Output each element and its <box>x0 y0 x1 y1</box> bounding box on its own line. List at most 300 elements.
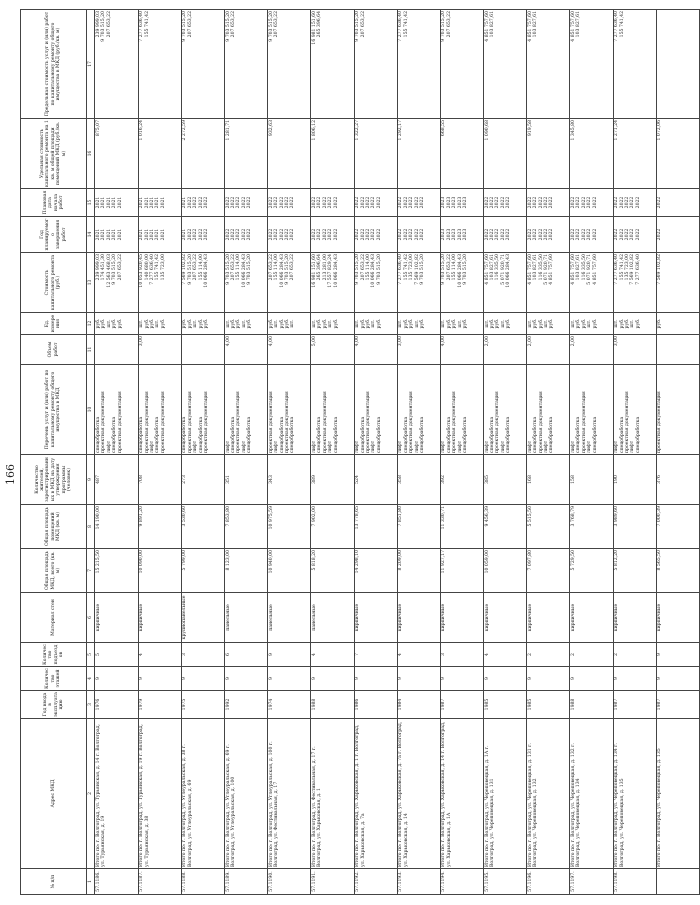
cost-cell-line: 9 703 515,20 <box>225 254 231 285</box>
units-cell <box>397 313 440 335</box>
units-cell-line: руб. <box>635 318 641 329</box>
end-year-cell-line: 2022 <box>614 228 620 241</box>
start-year-cell <box>440 189 483 217</box>
cost-cell-line: 155 114,00 <box>452 254 458 281</box>
column-number: 4 <box>87 667 95 691</box>
limit-cost-cell-line: 207 653,22 <box>106 11 112 38</box>
units-cell-line: шт. <box>441 319 447 328</box>
cost-cell-line: 10 066 284,43 <box>506 254 512 288</box>
cost-cell <box>656 253 699 313</box>
row-number: 57.1190. <box>268 869 311 895</box>
column-number: 10 <box>87 365 95 455</box>
works-list-cell <box>268 365 311 455</box>
start-year-cell-line: 2021 <box>95 196 101 209</box>
premises-area-cell: 9 891,20 <box>138 505 181 549</box>
premises-area-cell: 14 190,00 <box>95 505 138 549</box>
start-year-cell-line: 2021 <box>182 196 188 209</box>
start-year-cell-line: 2022 <box>533 196 539 209</box>
unit-cost-cell: 875,07 <box>95 119 138 189</box>
floors-cell: 9 <box>138 667 181 691</box>
works-list-cell-line: спецобработка <box>279 416 285 453</box>
end-year-cell-line: 2022 <box>576 228 582 241</box>
row-number: 57.1191. <box>311 869 354 895</box>
end-year-cell-line: 2023 <box>441 228 447 241</box>
end-year-cell-line: 2022 <box>587 228 593 241</box>
address-cell: Итого по: г. Волгоград, ул. Череповецкая, д. 135 <box>656 719 699 869</box>
cost-cell-line: 155 114,00 <box>274 254 280 281</box>
limit-cost-cell-line: 7 277 636,40 <box>139 11 145 42</box>
works-list-cell-line: лифт <box>371 440 377 453</box>
start-year-cell-line: 2023 <box>457 196 463 209</box>
end-year-cell-line: 2022 <box>274 228 280 241</box>
table-row <box>570 10 613 895</box>
volume-cell: 3,00 <box>613 335 656 365</box>
table-row <box>613 10 656 895</box>
works-list-cell-line: проектная документация <box>581 391 587 453</box>
cost-cell-line: 207 653,22 <box>446 254 452 281</box>
cost-cell-line: 207 653,22 <box>193 254 199 281</box>
cost-cell <box>95 253 138 313</box>
unit-cost-cell: 668,55 <box>440 119 483 189</box>
row-number: 57.1194. <box>440 869 483 895</box>
floors-cell: 9 <box>570 667 613 691</box>
year-cell: 1974 <box>268 691 311 719</box>
works-list-cell-line: лифт <box>441 440 447 453</box>
end-year-cell-line: 2022 <box>230 228 236 241</box>
entrances-cell: 6 <box>224 643 267 667</box>
entrances-cell: 4 <box>484 643 527 667</box>
cost-cell <box>570 253 613 313</box>
row-number: 57.1198. <box>613 869 656 895</box>
table-row <box>527 10 570 895</box>
units-cell <box>484 313 527 335</box>
end-year-cell-line: 2021 <box>182 228 188 241</box>
column-number: 2 <box>87 719 95 869</box>
cost-cell <box>484 253 527 313</box>
start-year-cell-line: 2022 <box>365 196 371 209</box>
column-header: Общая площадь помещений МКД (кв. м) <box>21 505 87 549</box>
works-list-cell-line: спецобработка <box>95 416 101 453</box>
units-cell-line: шт. <box>139 319 145 328</box>
cost-cell-line: 7 277 636,40 <box>635 254 641 285</box>
column-number: 17 <box>87 10 95 119</box>
entrances-cell: 2 <box>613 643 656 667</box>
end-year-cell-line: 2022 <box>317 228 323 241</box>
units-cell-line: руб. <box>268 318 274 329</box>
cost-cell-line: 5 071 920,71 <box>500 254 506 285</box>
year-cell: 1986 <box>354 691 397 719</box>
end-year-cell-line: 2021 <box>117 228 123 241</box>
units-cell <box>224 313 267 335</box>
start-year-cell-line: 2022 <box>490 196 496 209</box>
start-year-cell-line: 2022 <box>328 196 334 209</box>
end-year-cell-line: 2022 <box>490 228 496 241</box>
residents-cell: 385 <box>484 455 527 505</box>
wall-material-cell: кирпичные <box>95 593 138 643</box>
limit-cost-cell <box>224 10 267 119</box>
floors-cell: 9 <box>527 667 570 691</box>
table-body <box>95 10 700 895</box>
works-list-cell-line: спецобработка <box>576 416 582 453</box>
volume-cell: 2,00 <box>484 335 527 365</box>
wall-material-cell: кирпичные <box>397 593 440 643</box>
end-year-cell-line: 2022 <box>538 228 544 241</box>
works-list-cell-line: лифт <box>614 440 620 453</box>
cost-cell <box>181 253 224 313</box>
premises-area-cell: 5 515,50 <box>527 505 570 549</box>
residents-cell: 190 <box>613 455 656 505</box>
address-cell: Итого по: г. Волгоград, ул. Харьковская, д. 7а г. Волгоград, ул. Харьковская, д. 14 <box>397 719 440 869</box>
start-year-cell-line: 2022 <box>635 196 641 209</box>
cost-cell <box>397 253 440 313</box>
units-cell <box>138 313 181 335</box>
units-cell <box>181 313 224 335</box>
cost-cell-line: 10 066 284,43 <box>333 254 339 288</box>
column-number-row <box>87 10 95 895</box>
works-list-cell-line: спецобработка <box>247 416 253 453</box>
end-year-cell-line: 2022 <box>409 228 415 241</box>
cost-cell-line: 140 680,00 <box>144 254 150 281</box>
units-cell-line: шт. <box>193 319 199 328</box>
works-list-cell-line: проектная документация <box>117 391 123 453</box>
column-header: Ед. измерения <box>21 313 87 335</box>
cost-cell-line: 103 827,61 <box>490 254 496 281</box>
column-header: Адрес МКД <box>21 719 87 869</box>
units-cell-line: руб. <box>446 318 452 329</box>
column-number: 7 <box>87 549 95 593</box>
end-year-cell-line: 2022 <box>657 228 663 241</box>
total-area-cell: 10 090,00 <box>138 549 181 593</box>
end-year-cell-line: 2022 <box>365 228 371 241</box>
end-year-cell-line: 2023 <box>452 228 458 241</box>
cost-cell-line: 4 851 757,60 <box>484 254 490 285</box>
units-cell-line: руб. <box>619 318 625 329</box>
works-list-cell-line: проектная документация <box>284 391 290 453</box>
row-number: 57.1189. <box>224 869 267 895</box>
works-list-cell-line: спецобработка <box>290 416 296 453</box>
year-cell: 1987 <box>440 691 483 719</box>
residents-cell: 343 <box>268 455 311 505</box>
end-year-cell-line: 2022 <box>500 228 506 241</box>
entrances-cell: 2 <box>527 643 570 667</box>
cost-cell-line: 7 277 636,40 <box>614 254 620 285</box>
cost-cell-line: 16 981 151,60 <box>311 254 317 288</box>
column-number: 5 <box>87 643 95 667</box>
works-list-cell-line: спецобработка <box>360 416 366 453</box>
residents-cell: 351 <box>224 455 267 505</box>
unit-cost-cell: 932,63 <box>268 119 311 189</box>
units-cell-line: руб. <box>230 318 236 329</box>
end-year-cell-line: 2022 <box>592 228 598 241</box>
column-header: Удельная стоимость капитального ремонта на 1 кв. м общей площади помещений МКД (руб./кв. м) <box>21 119 87 189</box>
end-year-cell-line: 2022 <box>371 228 377 241</box>
table-row <box>95 10 138 895</box>
cost-cell-line: 9 703 515,20 <box>112 254 118 285</box>
end-year-cell-line: 2021 <box>139 228 145 241</box>
end-year-cell-line: 2022 <box>506 228 512 241</box>
column-number: 9 <box>87 455 95 505</box>
works-list-cell <box>656 365 699 455</box>
works-list-cell-line: проектная документация <box>657 391 663 453</box>
units-cell-line: руб. <box>581 318 587 329</box>
units-cell-line: шт. <box>414 319 420 328</box>
start-year-cell-line: 2022 <box>587 196 593 209</box>
units-cell-line: руб. <box>376 318 382 329</box>
end-year-cell-line: 2023 <box>463 228 469 241</box>
limit-cost-cell-line: 9 703 515,20 <box>268 11 274 42</box>
volume-cell: 3,00 <box>138 335 181 365</box>
total-area-cell: 14 298,10 <box>354 549 397 593</box>
address-cell: Итого по: г. Волгоград, ул. Череповецкая, д. 1А г. Волгоград, ул. Череповецкая, д. 131 <box>484 719 527 869</box>
year-cell: 1992 <box>224 691 267 719</box>
end-year-cell-line: 2022 <box>247 228 253 241</box>
limit-cost-cell-line: 4 851 757,60 <box>527 11 533 42</box>
works-list-cell-line: спецобработка <box>139 416 145 453</box>
wall-material-cell: кирпичные <box>527 593 570 643</box>
works-list-cell <box>613 365 656 455</box>
total-area-cell: 5 799,00 <box>181 549 224 593</box>
units-cell-line: шт. <box>106 319 112 328</box>
units-cell <box>354 313 397 335</box>
cost-cell-line: 7 569 102,82 <box>630 254 636 285</box>
cost-cell-line: 116 335,50 <box>581 254 587 281</box>
start-year-cell-line: 2022 <box>544 196 550 209</box>
total-area-cell: 5 812,20 <box>613 549 656 593</box>
units-cell-line: шт. <box>328 319 334 328</box>
table-row <box>224 10 267 895</box>
cost-cell-line: 7 277 636,40 <box>149 254 155 285</box>
premises-area-cell: 3 989,60 <box>613 505 656 549</box>
start-year-cell-line: 2022 <box>371 196 377 209</box>
unit-cost-cell: 1 806,12 <box>311 119 354 189</box>
total-area-cell: 10 940,00 <box>268 549 311 593</box>
total-area-cell: 10 059,00 <box>484 549 527 593</box>
end-year-cell-line: 2022 <box>398 228 404 241</box>
works-list-cell-line: проектная документация <box>625 391 631 453</box>
limit-cost-cell-line: 7 277 636,40 <box>398 11 404 42</box>
end-year-cell <box>613 217 656 253</box>
units-cell-line: руб. <box>409 318 415 329</box>
start-year-cell-line: 2022 <box>614 196 620 209</box>
units-cell-line: руб. <box>452 318 458 329</box>
start-year-cell-line: 2022 <box>657 196 663 209</box>
cost-cell-line: 103 827,61 <box>533 254 539 281</box>
year-cell: 1985 <box>484 691 527 719</box>
units-cell-line: шт. <box>587 319 593 328</box>
end-year-cell-line: 2022 <box>527 228 533 241</box>
works-list-cell-line: лифт <box>630 440 636 453</box>
row-number: 57.1187. <box>138 869 181 895</box>
units-cell-line: руб. <box>549 318 555 329</box>
units-cell-line: руб. <box>576 318 582 329</box>
end-year-cell-line: 2022 <box>236 228 242 241</box>
cost-cell-line: 4 851 757,60 <box>549 254 555 285</box>
limit-cost-cell-line: 207 653,22 <box>360 11 366 38</box>
limit-cost-cell-line: 103 827,61 <box>533 11 539 38</box>
works-list-cell-line: спецобработка <box>635 416 641 453</box>
row-number: 57.1192. <box>354 869 397 895</box>
end-year-cell-line: 2022 <box>328 228 334 241</box>
units-cell-line: руб. <box>625 318 631 329</box>
start-year-cell-line: 2022 <box>625 196 631 209</box>
cost-cell-line: 9 703 515,20 <box>463 254 469 285</box>
volume-cell: 4,00 <box>354 335 397 365</box>
wall-material-cell: кирпичные <box>613 593 656 643</box>
row-number: 57.1188. <box>181 869 224 895</box>
limit-cost-cell-line: 9 703 515,20 <box>182 11 188 42</box>
works-list-cell-line: спецобработка <box>317 416 323 453</box>
cost-cell-line: 207 653,22 <box>268 254 274 281</box>
entrances-cell: 9 <box>656 643 699 667</box>
works-list-cell-line: спецобработка <box>230 416 236 453</box>
column-number: 16 <box>87 119 95 189</box>
units-cell-line: шт. <box>355 319 361 328</box>
wall-material-cell: кирпичные <box>656 593 699 643</box>
units-cell-line: руб. <box>322 318 328 329</box>
units-cell-line: руб. <box>284 318 290 329</box>
works-list-cell-line: проектная документация <box>322 391 328 453</box>
works-list-cell-line: проектная документация <box>365 391 371 453</box>
limit-cost-cell-line: 207 653,22 <box>274 11 280 38</box>
works-list-cell-line: проектная документация <box>268 391 274 453</box>
units-cell-line: руб. <box>182 318 188 329</box>
works-list-cell-line: проектная документация <box>101 391 107 453</box>
limit-cost-cell <box>138 10 181 119</box>
capital-repair-register-table <box>20 9 700 895</box>
table-row <box>354 10 397 895</box>
start-year-cell-line: 2022 <box>409 196 415 209</box>
start-year-cell <box>138 189 181 217</box>
units-cell <box>570 313 613 335</box>
premises-area-cell: 7 851,80 <box>397 505 440 549</box>
premises-area-cell: 13 778,65 <box>354 505 397 549</box>
cost-cell-line: 10 066 284,43 <box>241 254 247 288</box>
units-cell-line: руб. <box>203 318 209 329</box>
entrances-cell: 4 <box>397 643 440 667</box>
address-cell: Итого по: г. Волгоград, ул. Углеуральская, д. 69 г. Волгоград, ул. Углеуральская, д. 100 <box>224 719 267 869</box>
cost-cell-line: 135 723,00 <box>409 254 415 281</box>
start-year-cell-line: 2022 <box>284 196 290 209</box>
total-area-cell: 11 927,17 <box>440 549 483 593</box>
units-cell-line: руб. <box>533 318 539 329</box>
address-cell: Итого по: г. Волгоград, ул. Турьянская, д. 19 г. Волгоград, ул. Турьянская, д. 38 <box>138 719 181 869</box>
start-year-cell-line: 2021 <box>106 196 112 209</box>
residents-cell: 168 <box>527 455 570 505</box>
limit-cost-cell <box>397 10 440 119</box>
cost-cell <box>354 253 397 313</box>
limit-cost-cell-line: 207 653,22 <box>446 11 452 38</box>
limit-cost-cell <box>95 10 138 119</box>
limit-cost-cell-line: 207 653,22 <box>187 11 193 38</box>
cost-cell-line: 4 851 757,60 <box>527 254 533 285</box>
start-year-cell <box>95 189 138 217</box>
start-year-cell-line: 2022 <box>581 196 587 209</box>
end-year-cell <box>354 217 397 253</box>
start-year-cell-line: 2022 <box>247 196 253 209</box>
unit-cost-cell: 1 322,27 <box>354 119 397 189</box>
column-header: Количество подъездов <box>21 643 87 667</box>
cost-cell-line: 4 851 757,60 <box>592 254 598 285</box>
units-cell-line: руб. <box>198 318 204 329</box>
page-number: 166 <box>4 464 17 485</box>
works-list-cell-line: лифт <box>241 440 247 453</box>
cost-cell-line: 135 723,00 <box>160 254 166 281</box>
cost-cell-line: 7 569 102,82 <box>182 254 188 285</box>
limit-cost-cell <box>656 10 699 119</box>
cost-cell-line: 5 071 920,71 <box>587 254 593 285</box>
row-number: 57.1195. <box>484 869 527 895</box>
column-number: 12 <box>87 313 95 335</box>
cost-cell-line: 265 396,64 <box>317 254 323 281</box>
entrances-cell: 7 <box>354 643 397 667</box>
unit-cost-cell: 1 281,71 <box>224 119 267 189</box>
limit-cost-cell <box>268 10 311 119</box>
units-cell-line: шт. <box>484 319 490 328</box>
floors-cell: 9 <box>268 667 311 691</box>
total-area-cell: 5 729,50 <box>570 549 613 593</box>
start-year-cell-line: 2022 <box>198 196 204 209</box>
start-year-cell-line: 2022 <box>360 196 366 209</box>
units-cell <box>656 313 699 335</box>
end-year-cell-line: 2022 <box>187 228 193 241</box>
works-list-cell-line: спецобработка <box>419 416 425 453</box>
unit-cost-cell: 1 271,24 <box>613 119 656 189</box>
units-cell-line: руб. <box>365 318 371 329</box>
start-year-cell-line: 2021 <box>139 196 145 209</box>
end-year-cell-line: 2022 <box>279 228 285 241</box>
start-year-cell <box>311 189 354 217</box>
cost-cell-line: 207 653,22 <box>117 254 123 281</box>
start-year-cell-line: 2022 <box>500 196 506 209</box>
start-year-cell-line: 2023 <box>463 196 469 209</box>
start-year-cell-line: 2022 <box>549 196 555 209</box>
works-list-cell-line: спецобработка <box>182 416 188 453</box>
start-year-cell-line: 2022 <box>419 196 425 209</box>
end-year-cell-line: 2022 <box>360 228 366 241</box>
column-number: 6 <box>87 593 95 643</box>
units-cell-line: руб. <box>236 318 242 329</box>
end-year-cell <box>440 217 483 253</box>
works-list-cell <box>527 365 570 455</box>
start-year-cell-line: 2023 <box>452 196 458 209</box>
start-year-cell-line: 2022 <box>376 196 382 209</box>
cost-cell <box>224 253 267 313</box>
cost-cell-line: 10 066 284,43 <box>203 254 209 288</box>
works-list-cell-line: спецобработка <box>446 416 452 453</box>
limit-cost-cell <box>311 10 354 119</box>
start-year-cell-line: 2021 <box>112 196 118 209</box>
end-year-cell-line: 2022 <box>419 228 425 241</box>
cost-cell-line: 155 741,42 <box>155 254 161 281</box>
row-number: 57.1197. <box>570 869 613 895</box>
units-cell-line: руб. <box>95 318 101 329</box>
address-cell: Итого по: г. Волгоград, ул. Череповецкая, д. 131 г. Волгоград, ул. Череповецкая, д. 132 <box>527 719 570 869</box>
end-year-cell-line: 2022 <box>403 228 409 241</box>
floors-cell: 9 <box>311 667 354 691</box>
start-year-cell-line: 2021 <box>144 196 150 209</box>
wall-material-cell: панельные <box>268 593 311 643</box>
column-number: 11 <box>87 335 95 365</box>
limit-cost-cell-line: 4 851 757,60 <box>571 11 577 42</box>
premises-area-cell: 3 768,79 <box>570 505 613 549</box>
limit-cost-cell-line: 9 703 515,20 <box>441 11 447 42</box>
year-cell: 1988 <box>570 691 613 719</box>
premises-area-cell: 11 330,71 <box>440 505 483 549</box>
end-year-cell-line: 2021 <box>106 228 112 241</box>
total-area-cell: 8 565,50 <box>656 549 699 593</box>
end-year-cell-line: 2022 <box>311 228 317 241</box>
start-year-cell <box>570 189 613 217</box>
